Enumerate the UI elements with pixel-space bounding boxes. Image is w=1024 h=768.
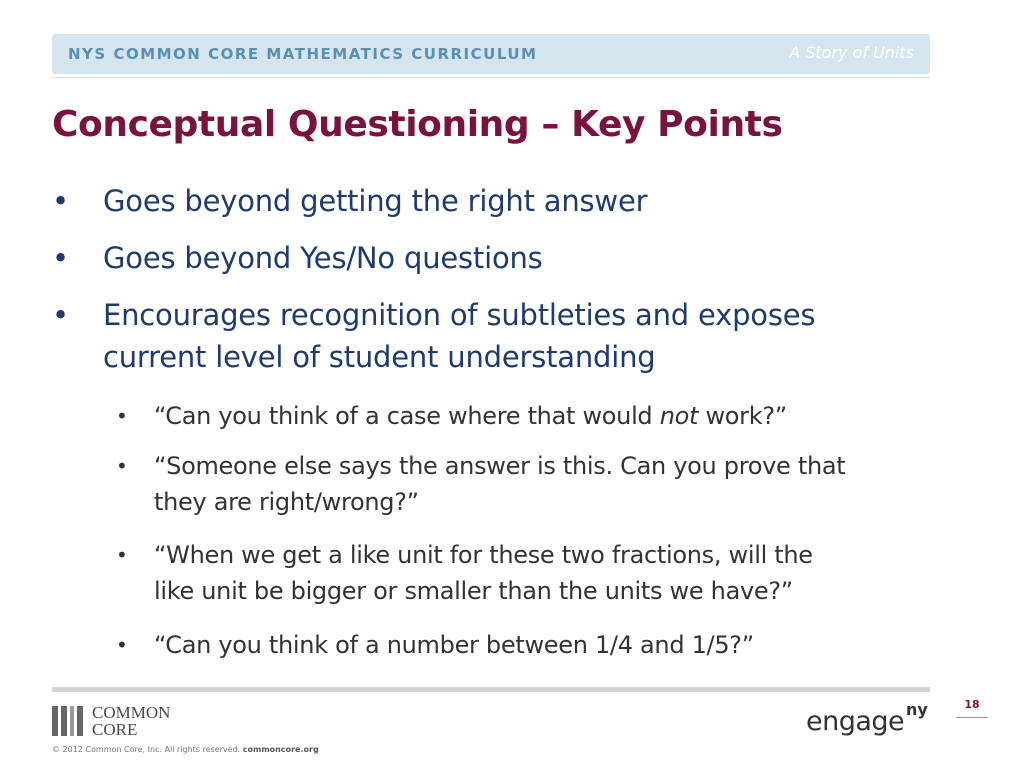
logo-line: COMMON [92, 703, 171, 722]
ny-superscript: ny [906, 700, 928, 719]
page-number: 18 [964, 698, 980, 711]
bullet-text-line: Encourages recognition of subtleties and exposes [103, 298, 816, 332]
sub-bullet-item [116, 627, 976, 663]
bullet-marker: • [116, 543, 128, 567]
copyright-link[interactable]: commoncore.org [242, 745, 319, 754]
bullet-marker: • [52, 241, 70, 275]
bullet-item [52, 180, 932, 222]
bullet-item [52, 237, 932, 279]
common-core-bars-icon [52, 706, 86, 736]
bullet-item [52, 294, 932, 378]
bullet-marker: • [116, 454, 128, 478]
logo-line: CORE [92, 720, 138, 739]
page-number-underline [956, 717, 988, 718]
common-core-logo [52, 703, 202, 739]
header-divider [52, 77, 930, 78]
bullet-marker: • [116, 633, 128, 657]
copyright-notice [52, 745, 319, 754]
quote-text: “Can you think of a case where that would [154, 402, 660, 430]
emphasis-text: not [659, 402, 699, 430]
bullet-text: Goes beyond getting the right answer [103, 184, 648, 218]
sub-bullet-text-line: like unit be bigger or smaller than the units we have?” [154, 577, 793, 605]
sub-bullet-item [116, 537, 976, 609]
bullet-marker: • [52, 298, 70, 332]
series-label: A Story of Units [789, 43, 914, 62]
slide-title: Conceptual Questioning – Key Points [52, 104, 783, 145]
sub-bullet-item [116, 448, 976, 520]
bullet-marker: • [116, 404, 128, 428]
sub-bullet-text-line: “When we get a like unit for these two fractions, will the [154, 541, 813, 569]
curriculum-label: NYS COMMON CORE MATHEMATICS CURRICULUM [68, 45, 538, 63]
sub-bullet-text-line: they are right/wrong?” [154, 488, 419, 516]
sub-bullet-text: “Can you think of a number between 1/4 and 1/5?” [154, 631, 754, 659]
copyright-text: © 2012 Common Core, Inc. All rights reserved. [52, 745, 241, 754]
sub-bullet-text-line: “Someone else says the answer is this. Can you prove that [154, 452, 846, 480]
sub-bullet-text [154, 398, 976, 434]
sub-bullet-item [116, 398, 976, 434]
bullet-marker: • [52, 184, 70, 218]
header-bar [52, 34, 930, 74]
engage-wordmark: engage [806, 706, 905, 737]
bullet-text: Goes beyond Yes/No questions [103, 241, 543, 275]
footer-divider [52, 687, 930, 692]
quote-text: work?” [698, 402, 787, 430]
bullet-text-line: current level of student understanding [103, 340, 656, 374]
common-core-wordmark [92, 704, 170, 738]
